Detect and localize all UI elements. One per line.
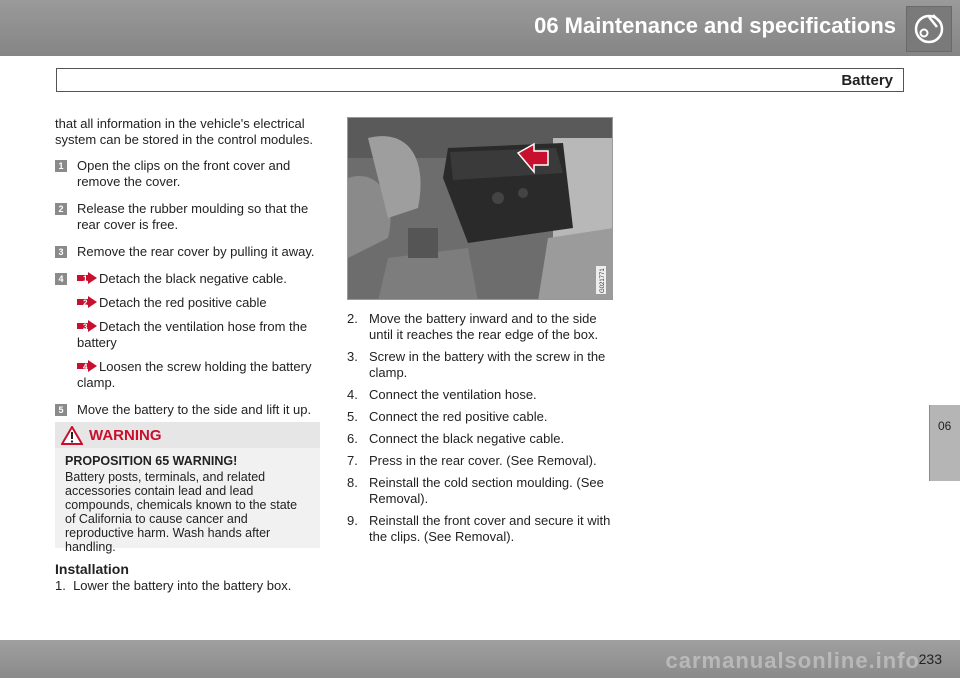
step-number: 1. [55, 578, 66, 593]
warning-triangle-icon [61, 426, 83, 445]
sub-step-text: Detach the ventilation hose from the battery [77, 319, 308, 350]
step-text: Open the clips on the front cover and remove the cover. [77, 158, 291, 189]
photo-code: G021771 [600, 268, 606, 293]
engine-bay-illustration [348, 118, 613, 300]
step-text: Press in the rear cover. (See Removal). [369, 453, 597, 468]
installation-step [347, 409, 622, 425]
step-text: Release the rubber moulding so that the rear cover is free. [77, 201, 309, 232]
removal-step [55, 402, 323, 418]
removal-column [55, 116, 323, 429]
step-text: Reinstall the front cover and secure it with the clips. (See Removal). [369, 513, 611, 544]
warning-box [55, 422, 320, 554]
installation-step [347, 513, 622, 545]
step-text: Screw in the battery with the screw in the clamp. [369, 349, 606, 380]
step-text: Remove the rear cover by pulling it away. [77, 244, 315, 259]
step-number: 9. [347, 513, 358, 528]
arrow-number: 3 [83, 322, 88, 332]
sub-step [77, 271, 323, 287]
installation-step [347, 311, 622, 343]
warning-body: Battery posts, terminals, and related accessories contain lead and lead compounds, chemicals known to the state of California to cause cancer and reproductive harm. Wash hands after handling. [65, 470, 298, 554]
step-text: Connect the black negative cable. [369, 431, 565, 446]
step-number: 3. [347, 349, 358, 364]
arrow-number: 4 [83, 362, 88, 372]
step-number: 2. [347, 311, 358, 326]
installation-step [55, 578, 291, 593]
sub-step [77, 295, 323, 311]
section-title: Battery [841, 72, 893, 89]
installation-column [347, 311, 622, 551]
red-arrow-icon [77, 296, 97, 308]
step-number-badge: 5 [55, 404, 67, 416]
intro-text: that all information in the vehicle's electrical system can be stored in the control modules. [55, 116, 313, 147]
footer-bar [0, 640, 960, 678]
red-arrow-icon [77, 272, 97, 284]
page-number: 233 [918, 651, 942, 667]
side-tab-label: 06 [938, 419, 952, 433]
step-number: 4. [347, 387, 358, 402]
installation-step [347, 431, 622, 447]
removal-step [55, 244, 323, 260]
step-text: Move the battery to the side and lift it up. [77, 402, 312, 417]
arrow-number: 1 [83, 274, 88, 284]
installation-title: Installation [55, 561, 129, 577]
step-number: 8. [347, 475, 358, 490]
sub-step-text: Detach the red positive cable [99, 295, 267, 310]
step-number-badge: 1 [55, 160, 67, 172]
removal-step [55, 271, 323, 391]
warning-label: WARNING [89, 427, 162, 444]
removal-step [55, 201, 323, 233]
installation-step [347, 387, 622, 403]
arrow-number: 2 [83, 298, 88, 308]
step-text: Connect the red positive cable. [369, 409, 548, 424]
installation-step [347, 475, 622, 507]
step-text: Connect the ventilation hose. [369, 387, 537, 402]
sub-step-text: Loosen the screw holding the battery clamp. [77, 359, 312, 390]
sub-step-text: Detach the black negative cable. [99, 271, 287, 286]
installation-list [347, 311, 622, 545]
step-number-badge: 4 [55, 273, 67, 285]
step-number-badge: 2 [55, 203, 67, 215]
step-number: 5. [347, 409, 358, 424]
installation-step [347, 349, 622, 381]
red-arrow-icon [77, 320, 97, 332]
step-text: Reinstall the cold section moulding. (See Removal). [369, 475, 604, 506]
sub-step [77, 359, 323, 391]
removal-step [55, 158, 323, 190]
red-arrow-icon [77, 360, 97, 372]
step-number: 6. [347, 431, 358, 446]
chapter-side-tab[interactable] [929, 405, 960, 481]
warning-subtitle: PROPOSITION 65 WARNING! [65, 454, 238, 468]
step-number-badge: 3 [55, 246, 67, 258]
wrench-gear-icon [906, 6, 952, 52]
warning-header [55, 422, 320, 448]
header-bar [0, 0, 960, 56]
chapter-title: 06 Maintenance and specifications [534, 13, 896, 38]
step-text: Move the battery inward and to the side until it reaches the rear edge of the box. [369, 311, 599, 342]
step-number: 7. [347, 453, 358, 468]
watermark: carmanualsonline.info [665, 648, 920, 673]
battery-photo [347, 117, 613, 300]
sub-step [77, 319, 323, 351]
step-text: Lower the battery into the battery box. [73, 578, 292, 593]
installation-step [347, 453, 622, 469]
section-header [56, 68, 904, 92]
